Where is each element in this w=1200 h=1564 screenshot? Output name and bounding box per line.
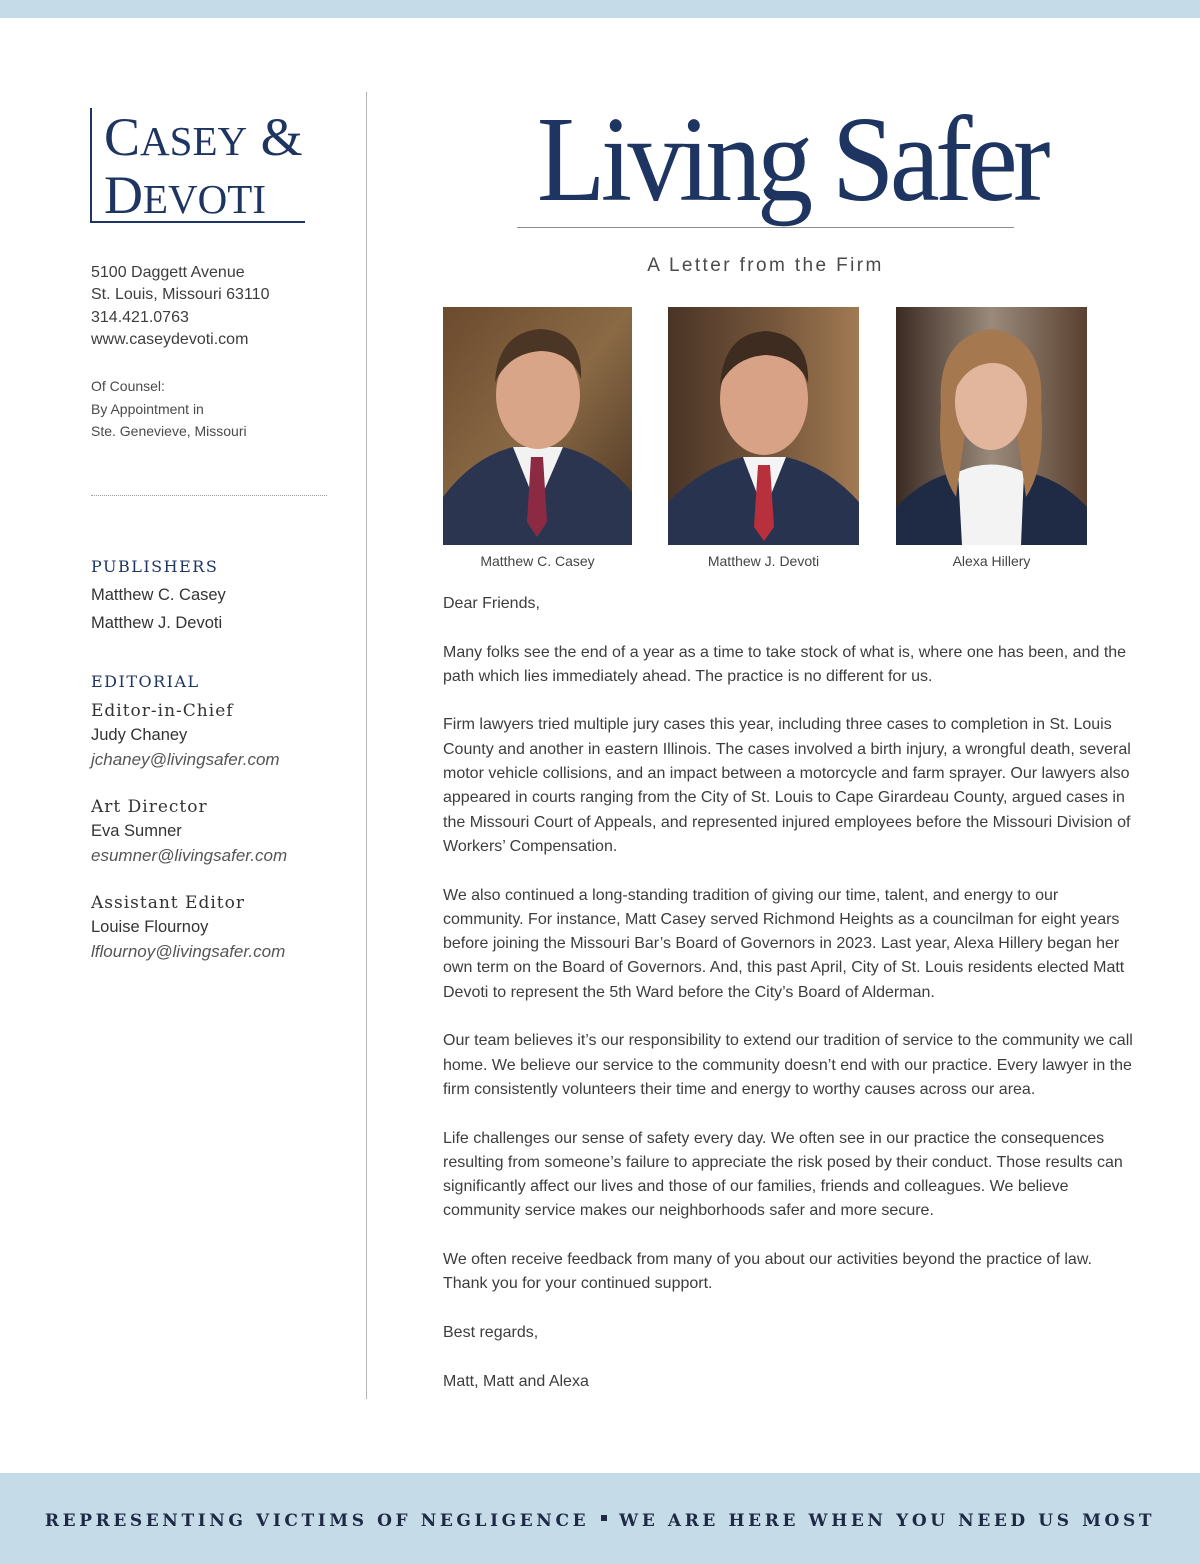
footer-tagline (45, 1507, 1155, 1531)
footer-band (0, 1473, 1200, 1564)
masthead-rule (517, 227, 1014, 228)
address-website[interactable]: www.caseydevoti.com (91, 330, 249, 348)
photo-caption: Matthew C. Casey (480, 553, 595, 569)
letter-body (443, 592, 1133, 1418)
tagline-left: REPRESENTING VICTIMS OF NEGLIGENCE (44, 1510, 590, 1531)
sidebar-vertical-divider (366, 92, 367, 1399)
address-street: 5100 Daggett Avenue (91, 264, 245, 281)
letter-closing: Best regards, (443, 1323, 539, 1341)
tagline-right: WE ARE HERE WHEN YOU NEED US MOST (619, 1510, 1156, 1531)
address-city: St. Louis, Missouri 63110 (91, 286, 270, 304)
address-phone: 314.421.0763 (91, 308, 189, 326)
logo-bar-left (90, 108, 92, 223)
masthead-title: Living Safer (536, 92, 1046, 227)
publisher-name: Matthew J. Devoti (91, 614, 223, 632)
staff-role: Editor-in-Chief (91, 701, 234, 721)
letter-paragraph: We often receive feedback from many of you about our activities beyond the practice of law. Thank you for your continued support. (443, 1251, 1092, 1293)
square-bullet-icon (601, 1515, 607, 1521)
firm-address (91, 262, 269, 351)
of-counsel (91, 375, 247, 443)
letter-paragraph: Many folks see the end of a year as a time to take stock of what is, where one has been, and the path which lies immediately ahead. The practice is no different for us. (443, 643, 1127, 685)
counsel-line-2: By Appointment in (91, 400, 204, 417)
top-band (0, 0, 1200, 18)
letter-paragraph: Firm lawyers tried multiple jury cases this year, including three cases to completion in St. Louis County and another in eastern Illinois. The cases involved a birth injury, a wrongful death, several motor vehicle collisions, and an impact between a motorcycle and farm sprayer. Our lawyers also appeared in courts ranging from the City of St. Louis to Cape Girardeau County, argued cases in the Missouri Court of Appeals, and represented injured employees before the Missouri Division of Workers’ Compensation. (443, 716, 1131, 855)
portrait-photo-casey (443, 307, 632, 545)
masthead-subtitle: A Letter from the Firm (647, 255, 884, 276)
staff-name: Eva Sumner (91, 822, 182, 840)
staff-name: Judy Chaney (91, 726, 188, 744)
logo-line-2: DEVOTI (104, 165, 266, 225)
counsel-line-3: Ste. Genevieve, Missouri (91, 423, 247, 439)
letter-paragraph: We also continued a long-standing tradition of giving our time, talent, and energy to our community. For instance, Matt Casey served Richmond Heights as a councilman for eight years before joining the Missouri Bar’s Board of Governors in 2023. Last year, Alexa Hillery began her own term on the Board of Governors. And, this past April, City of St. Louis residents elected Matt Devoti to represent the 5th Ward before the City’s Board of Alderman. (443, 886, 1125, 1001)
staff-email[interactable]: lflournoy@livingsafer.com (91, 942, 286, 961)
publisher-name: Matthew C. Casey (91, 586, 226, 604)
staff-email[interactable]: jchaney@livingsafer.com (91, 750, 280, 769)
staff-email[interactable]: esumner@livingsafer.com (91, 846, 288, 865)
publishers-heading: PUBLISHERS (91, 557, 219, 576)
portrait-photo-hillery (896, 307, 1087, 545)
editorial-heading: EDITORIAL (91, 672, 200, 691)
portrait-photo-devoti (668, 307, 859, 545)
counsel-label: Of Counsel: (91, 378, 165, 394)
letter-greeting: Dear Friends, (443, 595, 540, 612)
sidebar-dotted-divider (91, 495, 327, 496)
firm-logo (90, 108, 305, 223)
staff-name: Louise Flournoy (91, 918, 209, 936)
logo-line-1: CASEY & (104, 107, 303, 167)
staff-role: Assistant Editor (91, 893, 245, 913)
letter-paragraph: Life challenges our sense of safety every day. We often see in our practice the consequences resulting from someone’s failure to appreciate the risk posed by their conduct. Those results can significantly affect our lives and those of our families, friends and colleagues. We believe community service makes our neighborhoods safer and more secure. (443, 1129, 1123, 1220)
letter-paragraph: Our team believes it’s our responsibility to extend our tradition of service to the community we call home. We believe our service to the community doesn’t end with our practice. Every lawyer in the firm consistently volunteers their time and energy to worthy causes across our area. (443, 1032, 1133, 1098)
letter-signature: Matt, Matt and Alexa (443, 1372, 589, 1390)
photo-caption: Matthew J. Devoti (707, 553, 820, 569)
staff-role: Art Director (91, 797, 208, 817)
photo-caption: Alexa Hillery (952, 553, 1031, 569)
